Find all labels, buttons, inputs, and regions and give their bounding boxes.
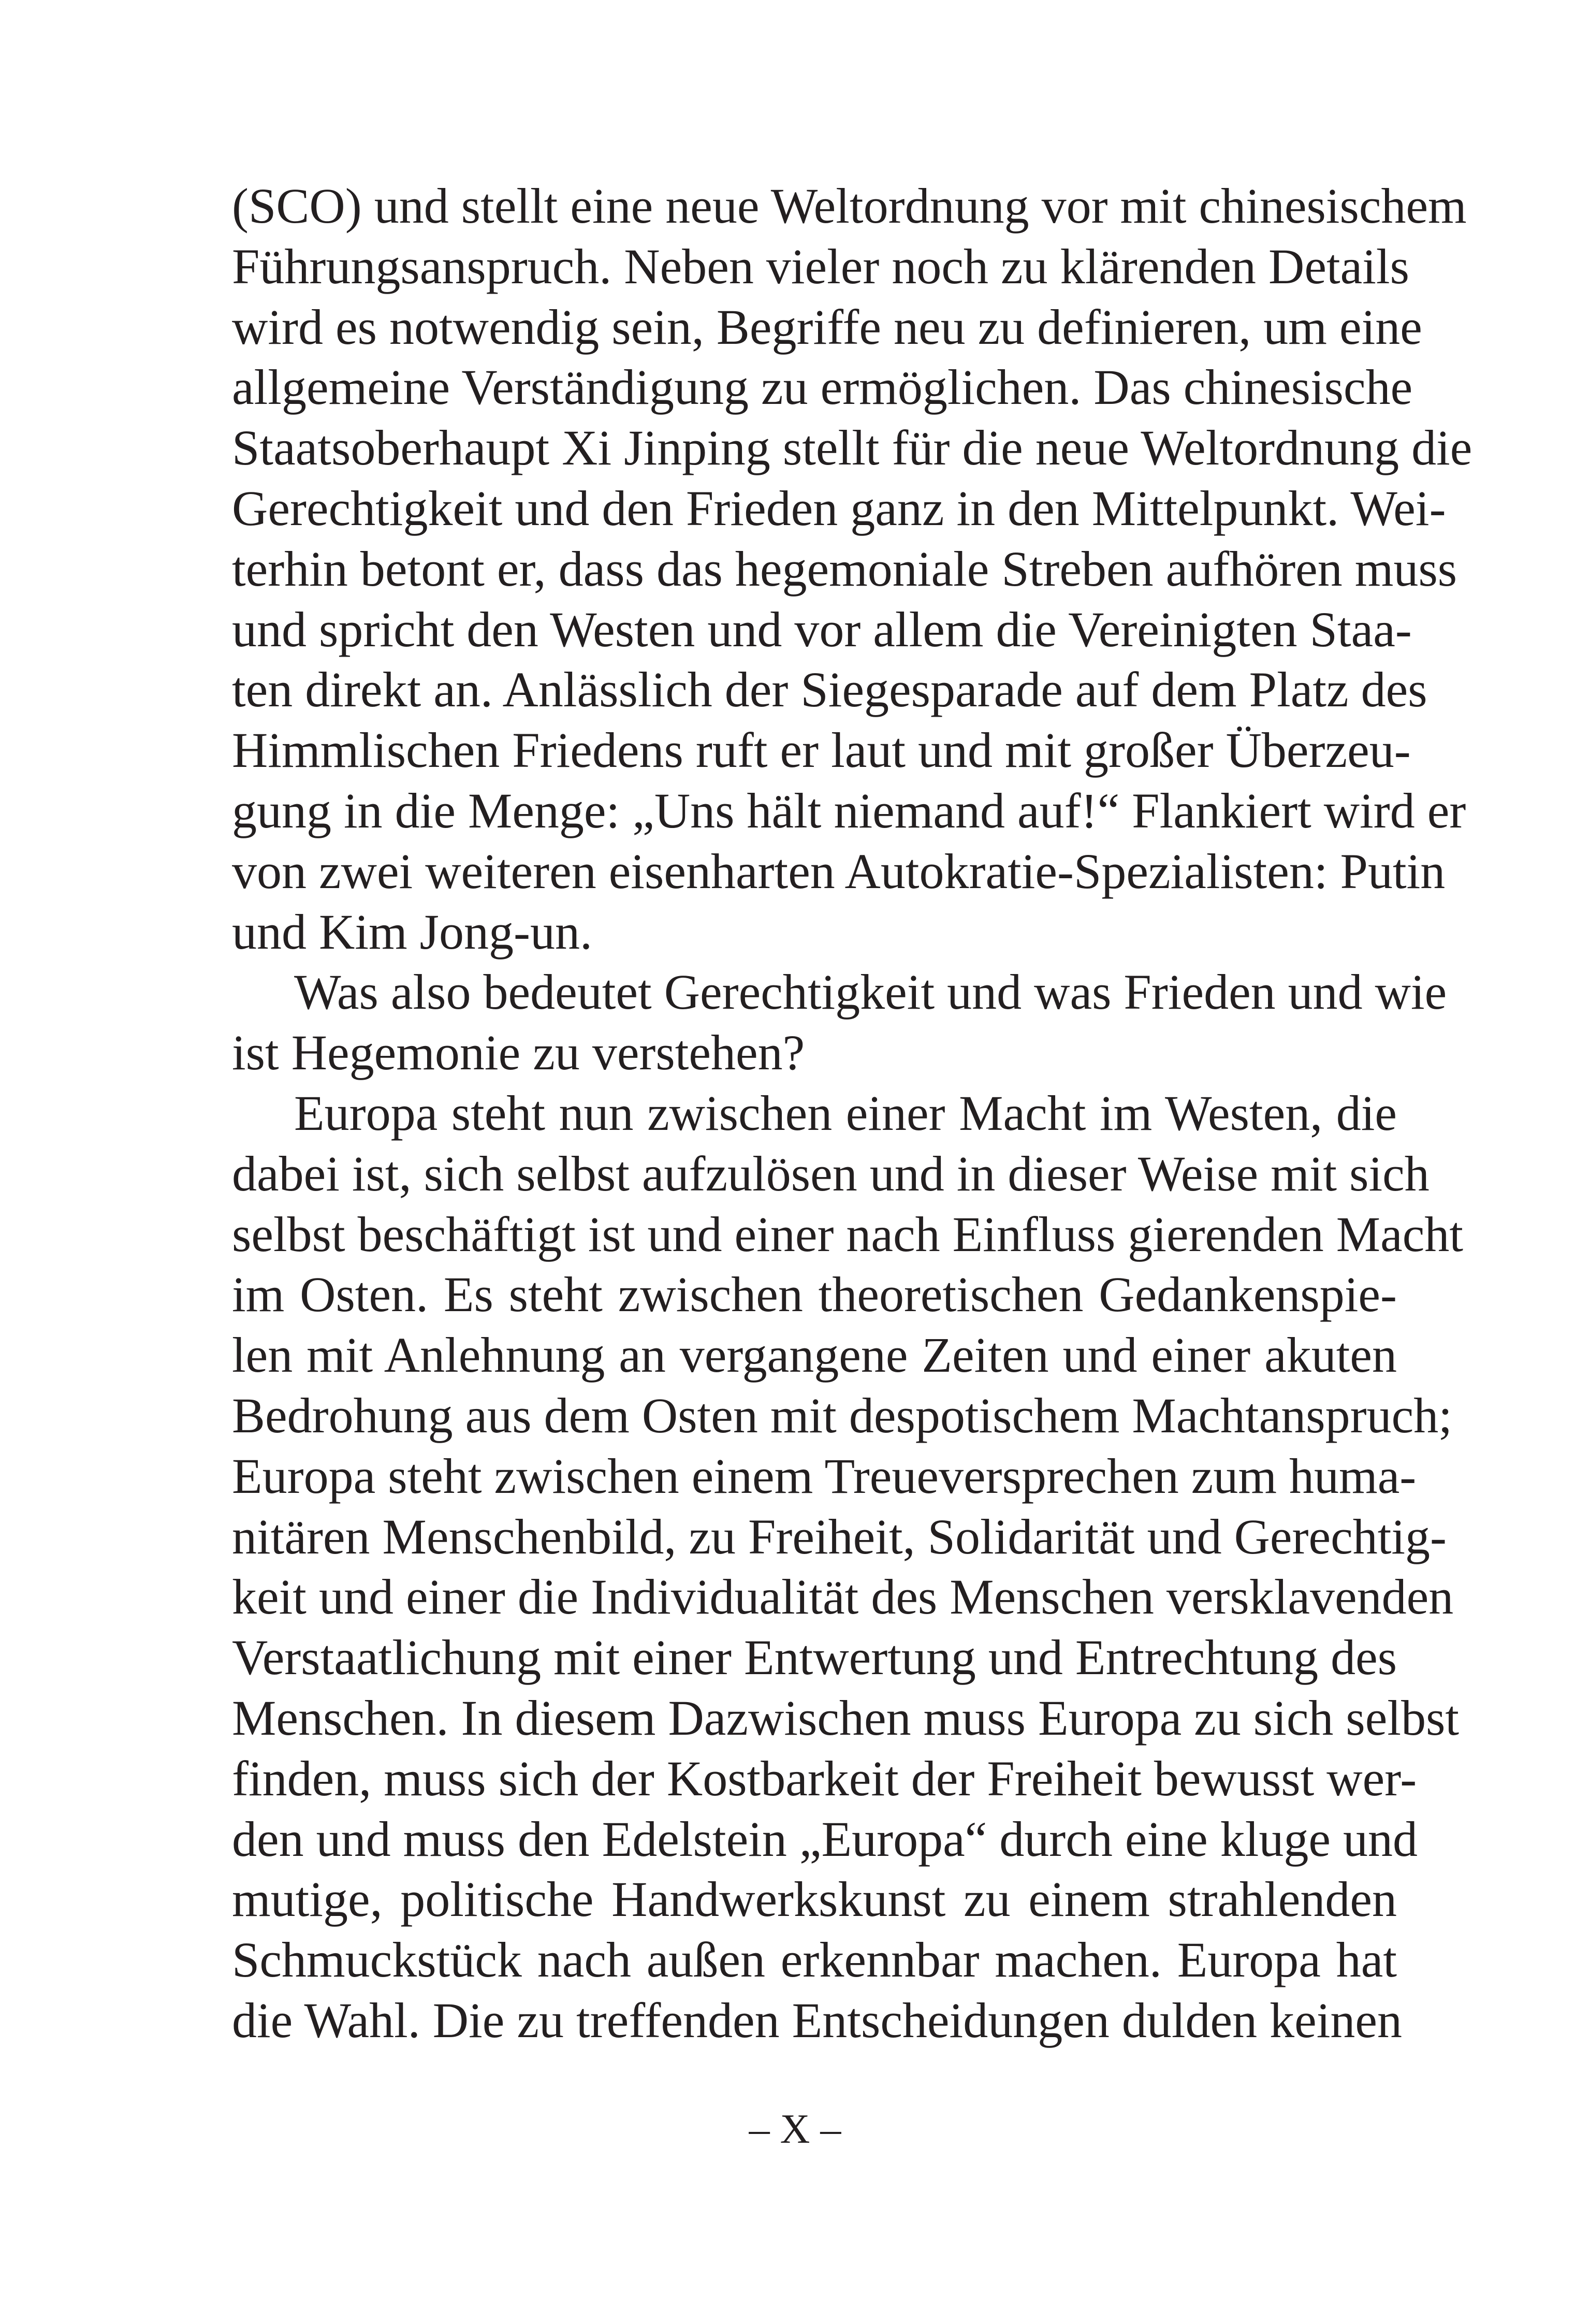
text-line: ten direkt an. Anlässlich der Siegesparade auf dem Platz des — [232, 662, 1427, 718]
text-line: Gerechtigkeit und den Frieden ganz in den Mittelpunkt. Wei- — [232, 480, 1446, 536]
text-line: Schmuckstück nach außen erkennbar machen. Europa hat — [232, 1932, 1397, 1988]
text-line: gung in die Menge: „Uns hält niemand auf!“ Flankiert wird er — [232, 782, 1466, 838]
page-number: – X – — [749, 2107, 841, 2152]
text-line: len mit Anlehnung an vergangene Zeiten und einer akuten — [232, 1327, 1397, 1383]
text-line: wird es notwendig sein, Begriffe neu zu definieren, um eine — [232, 299, 1422, 355]
text-line: allgemeine Verständigung zu ermöglichen. Das chinesische — [232, 359, 1413, 415]
text-line: ist Hegemonie zu verstehen? — [232, 1025, 805, 1081]
text-line: und spricht den Westen und vor allem die Vereinigten Staa- — [232, 601, 1412, 657]
text-line: selbst beschäftigt ist und einer nach Einfluss gierenden Macht — [232, 1206, 1464, 1262]
body-text — [232, 176, 1472, 2051]
text-line: Führungsanspruch. Neben vieler noch zu klärenden Details — [232, 238, 1409, 294]
text-line: von zwei weiteren eisenharten Autokratie-Spezialisten: Putin — [232, 843, 1446, 899]
text-line: dabei ist, sich selbst aufzulösen und in dieser Weise mit sich — [232, 1145, 1429, 1201]
text-line: finden, muss sich der Kostbarkeit der Freiheit bewusst wer- — [232, 1750, 1417, 1806]
text-line: Europa steht nun zwischen einer Macht im Westen, die — [294, 1085, 1397, 1141]
text-line: im Osten. Es steht zwischen theoretischen Gedankenspie- — [232, 1267, 1397, 1323]
text-line: Was also bedeutet Gerechtigkeit und was Frieden und wie — [294, 964, 1447, 1020]
text-line: und Kim Jong-un. — [232, 904, 592, 960]
text-line: den und muss den Edelstein „Europa“ durch eine kluge und — [232, 1811, 1418, 1867]
text-line: die Wahl. Die zu treffenden Entscheidungen dulden keinen — [232, 1992, 1402, 2048]
text-line: Menschen. In diesem Dazwischen muss Europa zu sich selbst — [232, 1690, 1460, 1746]
text-line: Himmlischen Friedens ruft er laut und mit großer Überzeu- — [232, 722, 1411, 778]
text-line: nitären Menschenbild, zu Freiheit, Solidarität und Gerechtig- — [232, 1508, 1447, 1564]
text-line: Bedrohung aus dem Osten mit despotischem Machtanspruch; — [232, 1387, 1452, 1443]
text-line: (SCO) und stellt eine neue Weltordnung vor mit chinesischem — [232, 178, 1467, 234]
text-line: keit und einer die Individualität des Menschen versklavenden — [232, 1569, 1454, 1625]
text-line: Europa steht zwischen einem Treueversprechen zum huma- — [232, 1448, 1417, 1504]
text-line: Verstaatlichung mit einer Entwertung und Entrechtung des — [232, 1630, 1397, 1686]
text-line: mutige, politische Handwerkskunst zu einem strahlenden — [232, 1871, 1397, 1927]
text-line: terhin betont er, dass das hegemoniale Streben aufhören muss — [232, 541, 1457, 597]
text-line: Staatsoberhaupt Xi Jinping stellt für die neue Weltordnung die — [232, 420, 1472, 476]
